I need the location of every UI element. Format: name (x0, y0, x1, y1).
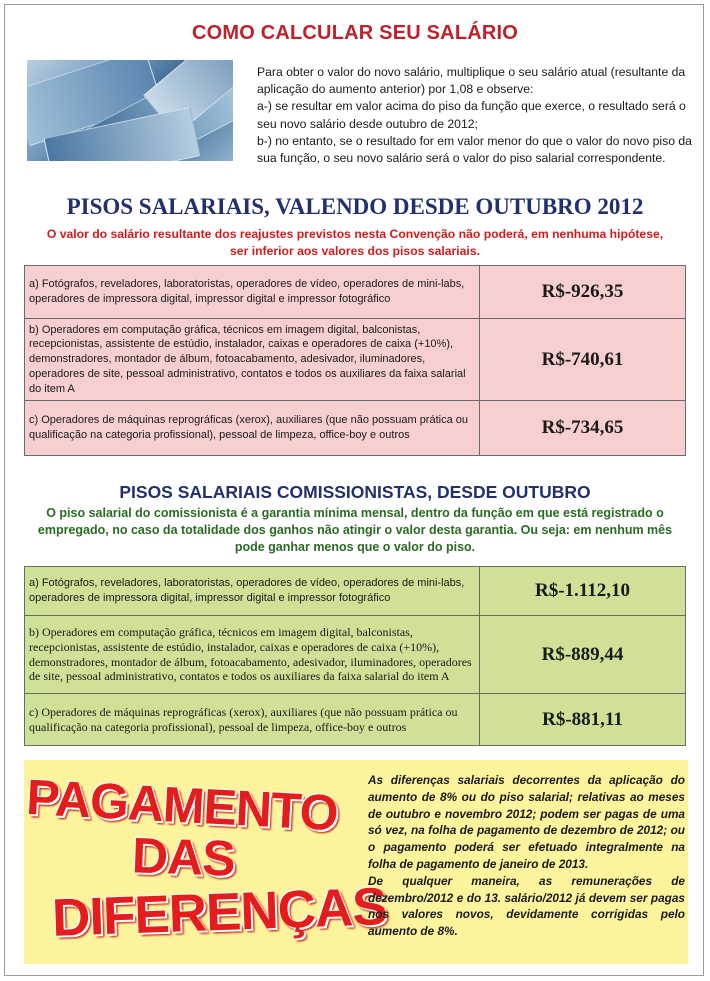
row-description: b) Operadores em computação gráfica, técnicos em imagem digital, balconistas, recepcionistas, assistente de estúdio, instalador, caixas e operadores de caixa (+10%), demonstradores, montador de álbum, fotoacabamento, adesivador, iluminadores, operadores de site, pessoal administrativo, contatos e todos os auxiliares da faixa salarial do item A (25, 319, 480, 401)
pagamento-headline-word: DAS (131, 827, 236, 887)
table-row (25, 567, 686, 616)
row-description: c) Operadores de máquinas reprográficas (xerox), auxiliares (que não possuam prática ou qualificação na categoria profissional), pessoal de limpeza, office-boy e outros (25, 694, 480, 746)
intro-paragraph: b-) no entanto, se o resultado for em valor menor do que o valor do novo piso da sua função, o seu novo salário será o valor do piso salarial correspondente. (257, 133, 692, 166)
row-description: a) Fotógrafos, reveladores, laboratoristas, operadores de vídeo, operadores de mini-labs, operadores de impressora digital, impressor digital e impressor fotográfico (25, 266, 480, 319)
row-value: R$-740,61 (480, 319, 686, 401)
pagamento-headline-word: PAGAMENTO (25, 768, 339, 842)
row-value: R$-1.112,10 (480, 567, 686, 616)
page-title: COMO CALCULAR SEU SALÁRIO (191, 22, 519, 44)
row-value: R$-881,11 (480, 694, 686, 746)
pagamento-paragraph: As diferenças salariais decorrentes da aplicação do aumento de 8% ou do piso salarial; relativas ao meses de outubro e novembro 2012; podem ser pagas de uma só vez, na folha de pagamento de dezembro de 2012; ou o pagamento poderá ser efetuado integralmente na folha de pagamento de janeiro de 2013. (368, 773, 685, 871)
comissionistas-table (24, 566, 686, 746)
table-row (25, 401, 686, 456)
table-row (25, 616, 686, 694)
comissionistas-note: O piso salarial do comissionista é a garantia mínima mensal, dentro da função em que está registrado o empregado, no caso da totalidade dos ganhos não atingir o valor desta garantia. Ou seja: em nenhum mês pode ganhar menos que o valor do piso. (37, 506, 673, 554)
row-description: b) Operadores em computação gráfica, técnicos em imagem digital, balconistas, recepcionistas, assistente de estúdio, instalador, caixas e operadores de caixa (+10%), demonstradores, montador de álbum, fotoacabamento, adesivador, iluminadores, operadores de site, pessoal administrativo, contatos e todos os auxiliares da faixa salarial do item A (25, 616, 480, 694)
table-row (25, 266, 686, 319)
row-description: a) Fotógrafos, reveladores, laboratoristas, operadores de vídeo, operadores de mini-labs, operadores de impressora digital, impressor digital e impressor fotográfico (25, 567, 480, 616)
row-description: c) Operadores de máquinas reprográficas (xerox), auxiliares (que não possuam prática ou qualificação na categoria profissional), pessoal de limpeza, office-boy e outros (25, 401, 480, 456)
banknotes-photo (27, 60, 233, 161)
table-row (25, 694, 686, 746)
intro-paragraph: a-) se resultar em valor acima do piso da função que exerce, o resultado será o seu novo salário desde outubro de 2012; (257, 99, 686, 131)
intro-text (257, 64, 693, 167)
intro-paragraph: Para obter o valor do novo salário, multiplique o seu salário atual (resultante da aplicação do aumento anterior) por 1,08 e observe: (257, 65, 686, 97)
pisos-warning: O valor do salário resultante dos reajustes previstos nesta Convenção não poderá, em nenhuma hipótese, ser inferior aos valores dos pisos salariais. (46, 227, 664, 258)
row-value: R$-889,44 (480, 616, 686, 694)
pisos-table (24, 265, 686, 456)
comissionistas-title: PISOS SALARIAIS COMISSIONISTAS, DESDE OUTUBRO (119, 482, 591, 502)
pisos-title: PISOS SALARIAIS, VALENDO DESDE OUTUBRO 2012 (66, 194, 644, 219)
pagamento-headline-word: DIFERENÇAS (51, 877, 388, 948)
table-row (25, 319, 686, 401)
row-value: R$-926,35 (480, 266, 686, 319)
row-value: R$-734,65 (480, 401, 686, 456)
pagamento-text (368, 772, 685, 940)
pagamento-paragraph: De qualquer maneira, as remunerações de dezembro/2012 e do 13. salário/2012 já devem ser pagas nos valores novos, devidamente corrigidas pelo aumento de 8%. (368, 873, 685, 939)
